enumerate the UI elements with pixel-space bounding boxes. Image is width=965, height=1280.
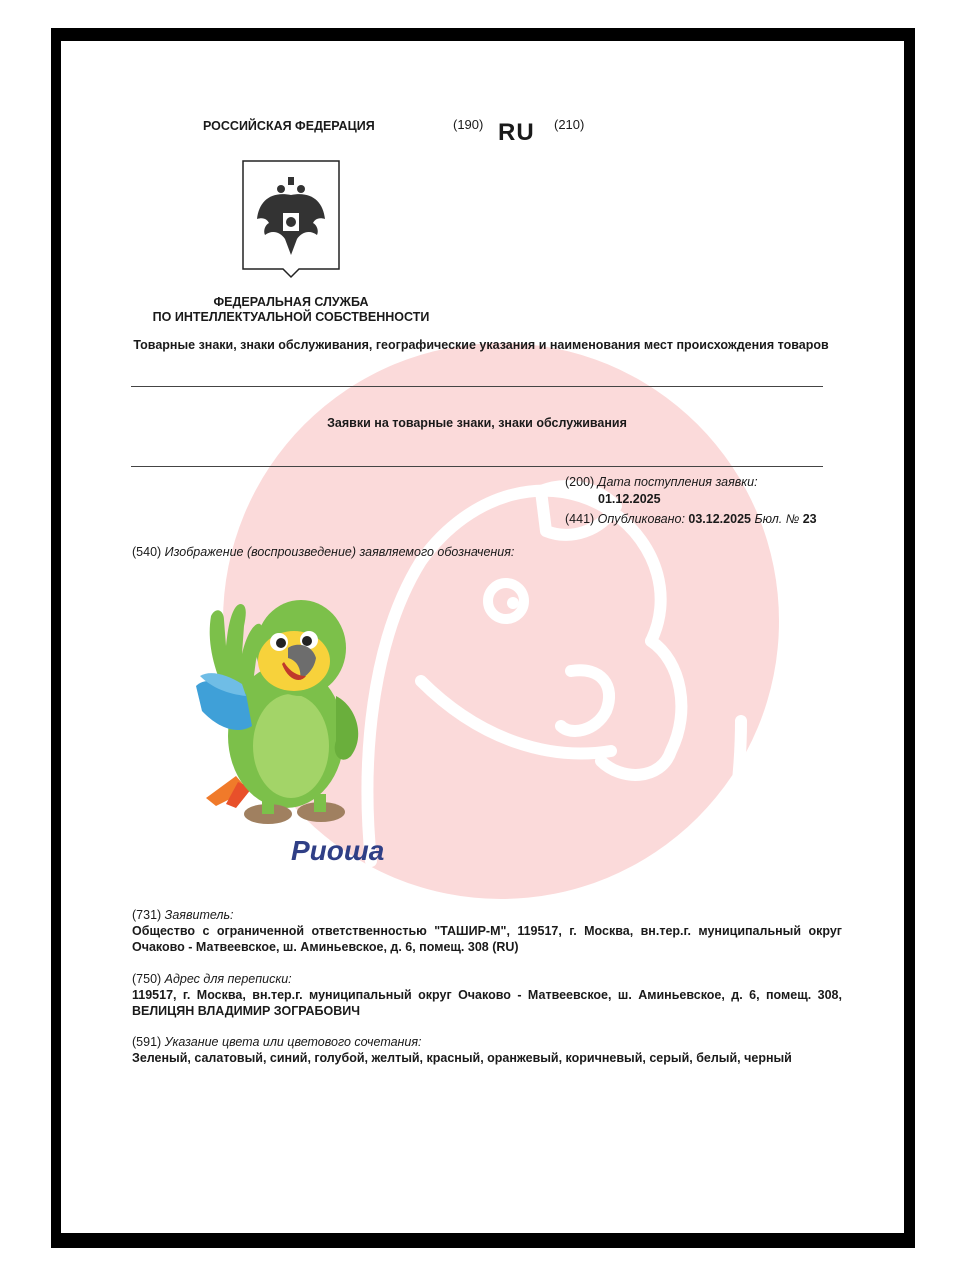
code-750: (750) bbox=[132, 972, 162, 986]
document-page bbox=[61, 41, 904, 1233]
divider-top bbox=[131, 386, 823, 387]
code-591: (591) bbox=[132, 1035, 162, 1049]
code-540: (540) bbox=[132, 545, 162, 559]
label-441: Опубликовано: bbox=[597, 512, 685, 526]
filing-date: 01.12.2025 bbox=[598, 492, 661, 506]
mark-image-label bbox=[132, 545, 514, 559]
colors-label: Указание цвета или цветового сочетания: bbox=[164, 1035, 422, 1049]
category-title: Товарные знаки, знаки обслуживания, географические указания и наименования мест происхождения товаров bbox=[133, 338, 829, 352]
colors-block bbox=[132, 1034, 842, 1066]
agency-line-1: ФЕДЕРАЛЬНАЯ СЛУЖБА bbox=[213, 295, 369, 309]
code-210: (210) bbox=[554, 117, 585, 132]
correspondence-label: Адрес для переписки: bbox=[164, 972, 292, 986]
divider-bottom bbox=[131, 466, 823, 467]
code-441: (441) bbox=[565, 512, 595, 526]
parrot-mascot-icon bbox=[176, 576, 386, 846]
label-200: Дата поступления заявки: bbox=[597, 475, 758, 489]
emblem-icon bbox=[241, 159, 341, 279]
correspondence-block bbox=[132, 971, 842, 1019]
label-540: Изображение (воспроизведение) заявляемого обозначения: bbox=[164, 545, 515, 559]
colors-value: Зеленый, салатовый, синий, голубой, желтый, красный, оранжевый, коричневый, серый, белый, черный bbox=[132, 1051, 792, 1065]
applicant-block bbox=[132, 907, 842, 955]
agency-line-2: ПО ИНТЕЛЛЕКТУАЛЬНОЙ СОБСТВЕННОСТИ bbox=[152, 310, 430, 324]
code-190: (190) bbox=[453, 117, 484, 132]
bulletin-label: Бюл. № bbox=[754, 512, 800, 526]
bulletin-number: 23 bbox=[802, 512, 817, 526]
filing-date-label bbox=[565, 475, 758, 489]
country-code-ru: RU bbox=[498, 119, 535, 146]
mark-word: Риоша bbox=[291, 835, 385, 866]
correspondence-value: 119517, г. Москва, вн.тер.г. муниципальный округ Очаково - Матвеевское, ш. Аминьевское, д. 6, помещ. 308, ВЕЛИЦЯН ВЛАДИМИР ЗОГРАБОВИЧ bbox=[132, 988, 842, 1018]
code-200: (200) bbox=[565, 475, 595, 489]
applicant-label: Заявитель: bbox=[164, 908, 234, 922]
applicant-value: Общество с ограниченной ответственностью "ТАШИР-М", 119517, г. Москва, вн.тер.г. муниципальный округ Очаково - Матвеевское, ш. Аминьевское, д. 6, помещ. 308 (RU) bbox=[132, 924, 842, 954]
code-731: (731) bbox=[132, 908, 162, 922]
publication-date: 03.12.2025 bbox=[688, 512, 751, 526]
publication-line bbox=[565, 512, 817, 526]
section-title: Заявки на товарные знаки, знаки обслуживания bbox=[327, 416, 627, 430]
country-name: РОССИЙСКАЯ ФЕДЕРАЦИЯ bbox=[203, 119, 375, 133]
